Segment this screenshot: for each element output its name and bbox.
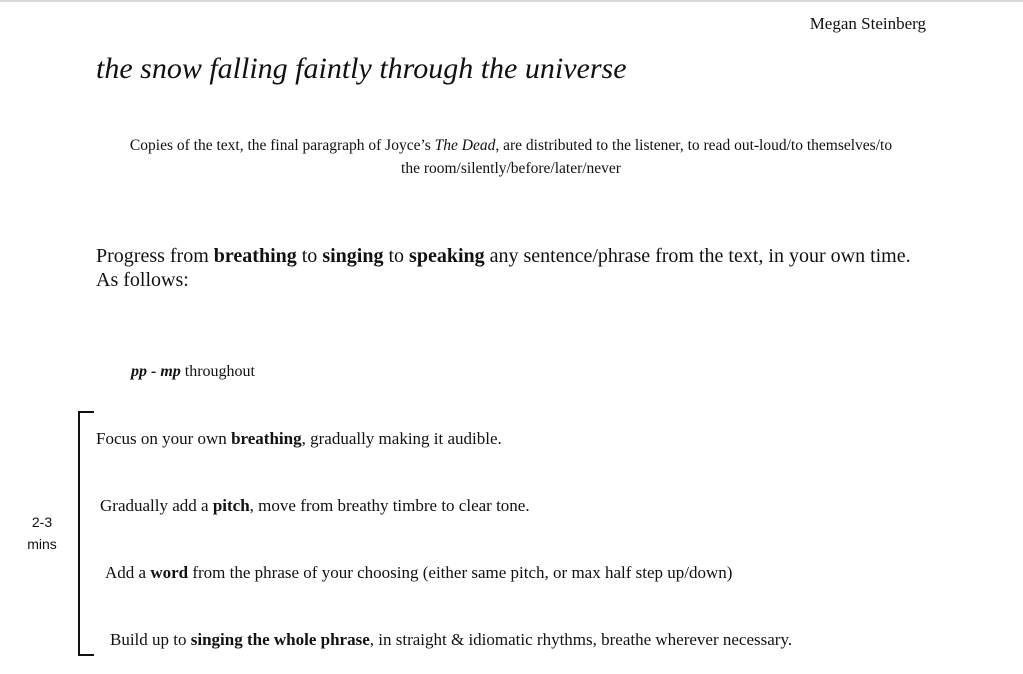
instruction-word-speaking: speaking <box>409 245 485 267</box>
instruction-part-3: to <box>383 245 410 267</box>
page-top-rule <box>0 0 1023 2</box>
step-keyword: word <box>150 563 189 582</box>
main-instruction <box>96 244 916 292</box>
step-text-before: Gradually add a <box>100 496 213 515</box>
step-pitch <box>100 496 530 516</box>
step-breathing <box>96 429 502 449</box>
step-text-after: , move from breathy timbre to clear tone. <box>249 496 530 515</box>
instruction-part-1: Progress from <box>96 245 214 267</box>
instruction-word-breathing: breathing <box>213 245 297 267</box>
author-name: Megan Steinberg <box>809 14 926 33</box>
duration-unit: mins <box>27 536 57 552</box>
step-text-after: , in straight & idiomatic rhythms, breathe wherever necessary. <box>369 630 793 649</box>
dynamics-text: throughout <box>180 363 255 380</box>
step-whole-phrase <box>110 630 792 650</box>
step-word <box>105 563 732 583</box>
intro-text-before: Copies of the text, the final paragraph of Joyce’s <box>129 137 435 154</box>
dynamics-mark: pp - mp <box>131 363 181 380</box>
step-text-before: Focus on your own <box>96 429 232 448</box>
dynamics-marking <box>131 363 255 381</box>
instruction-word-singing: singing <box>322 245 384 267</box>
instruction-part-2: to <box>296 245 323 267</box>
instruction-part-4: any sentence/phrase from the text, in your own time. As follows: <box>96 245 911 291</box>
duration-label <box>24 511 60 555</box>
piece-title: the snow falling faintly through the universe <box>96 52 627 85</box>
step-keyword: breathing <box>231 429 302 448</box>
duration-value: 2-3 <box>31 514 53 530</box>
step-keyword: singing the whole phrase <box>190 630 370 649</box>
intro-text-after: , are distributed to the listener, to read out-loud/to themselves/to the room/silently/before/later/never <box>401 137 893 177</box>
work-title: The Dead <box>434 137 496 154</box>
step-text-before: Add a <box>105 563 151 582</box>
step-keyword: pitch <box>212 496 250 515</box>
step-text-after: , gradually making it audible. <box>301 429 502 448</box>
duration-bracket <box>78 411 94 656</box>
step-text-after: from the phrase of your choosing (either same pitch, or max half step up/down) <box>188 563 733 582</box>
intro-paragraph <box>125 134 897 180</box>
step-text-before: Build up to <box>110 630 191 649</box>
